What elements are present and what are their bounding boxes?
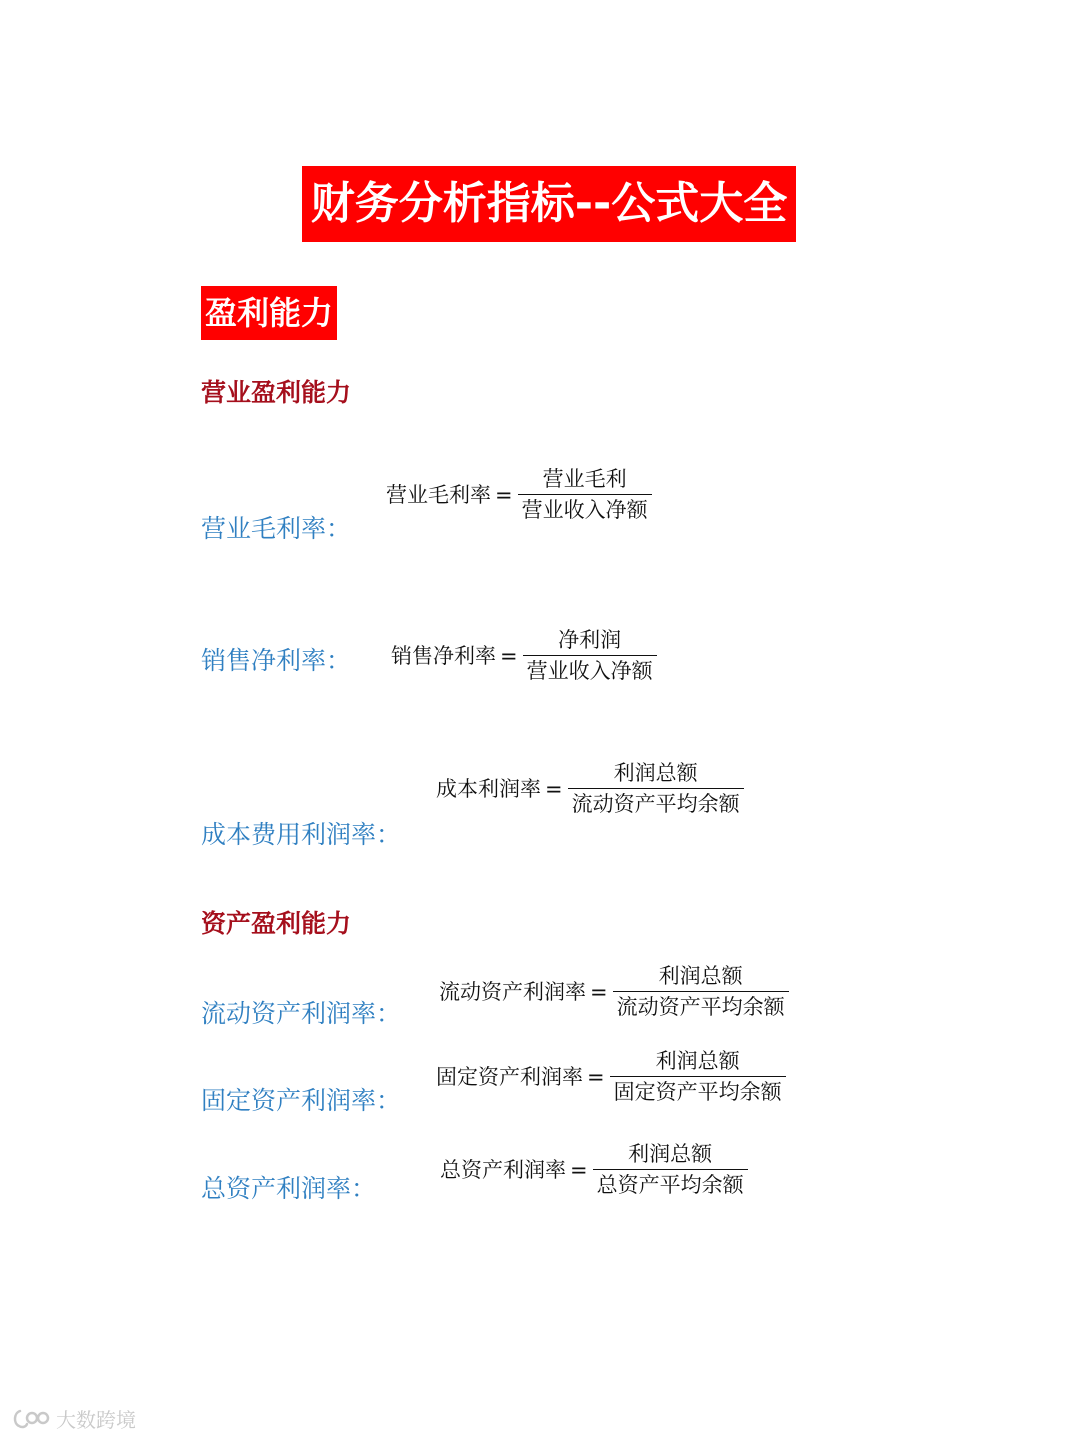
formula-lhs: 总资产利润率 bbox=[440, 1157, 566, 1182]
metric-label-fixed-asset-profit-rate: 固定资产利润率： bbox=[201, 1086, 402, 1115]
fraction bbox=[613, 964, 789, 1019]
metric-label-total-asset-profit-rate: 总资产利润率： bbox=[201, 1174, 377, 1203]
fraction-denominator: 流动资产平均余额 bbox=[568, 788, 744, 816]
fraction-denominator: 营业收入净额 bbox=[518, 494, 652, 522]
section-heading-profitability: 盈利能力 bbox=[201, 286, 337, 340]
metric-label-current-asset-profit-rate: 流动资产利润率： bbox=[201, 999, 402, 1028]
formula-lhs: 成本利润率 bbox=[436, 776, 541, 801]
fraction-denominator: 营业收入净额 bbox=[523, 655, 657, 683]
formula-net-profit-margin bbox=[391, 628, 657, 683]
formula-fixed-asset-profit-rate bbox=[436, 1049, 786, 1104]
fraction-denominator: 固定资产平均余额 bbox=[610, 1076, 786, 1104]
formula-lhs: 销售净利率 bbox=[391, 643, 496, 668]
fraction bbox=[610, 1049, 786, 1104]
formula-current-asset-profit-rate bbox=[439, 964, 789, 1019]
fraction-numerator: 净利润 bbox=[558, 628, 622, 652]
fraction-numerator: 营业毛利 bbox=[542, 467, 627, 491]
page-title: 财务分析指标--公式大全 bbox=[302, 166, 796, 242]
fraction-numerator: 利润总额 bbox=[628, 1142, 713, 1166]
formula-cost-profit-rate bbox=[436, 761, 744, 816]
watermark bbox=[10, 1404, 136, 1433]
fraction-numerator: 利润总额 bbox=[658, 964, 743, 988]
fraction bbox=[593, 1142, 748, 1197]
watermark-text: 大数跨境 bbox=[56, 1408, 136, 1432]
metric-label-net-profit-margin: 销售净利率： bbox=[201, 646, 352, 675]
fraction-numerator: 利润总额 bbox=[613, 761, 698, 785]
fraction-denominator: 流动资产平均余额 bbox=[613, 991, 789, 1019]
equals-sign: = bbox=[590, 979, 608, 1004]
equals-sign: = bbox=[495, 482, 513, 507]
equals-sign: = bbox=[545, 776, 563, 801]
fraction-numerator: 利润总额 bbox=[655, 1049, 740, 1073]
fraction-denominator: 总资产平均余额 bbox=[593, 1169, 748, 1197]
equals-sign: = bbox=[570, 1157, 588, 1182]
formula-lhs: 流动资产利润率 bbox=[439, 979, 586, 1004]
formula-gross-margin bbox=[386, 467, 652, 522]
watermark-logo-icon bbox=[10, 1407, 50, 1431]
metric-label-cost-profit-rate: 成本费用利润率： bbox=[201, 820, 402, 849]
formula-lhs: 营业毛利率 bbox=[386, 482, 491, 507]
fraction bbox=[518, 467, 652, 522]
equals-sign: = bbox=[500, 643, 518, 668]
formula-lhs: 固定资产利润率 bbox=[436, 1064, 583, 1089]
metric-label-gross-margin: 营业毛利率： bbox=[201, 514, 352, 543]
fraction bbox=[568, 761, 744, 816]
fraction bbox=[523, 628, 657, 683]
formula-total-asset-profit-rate bbox=[440, 1142, 748, 1197]
subheading-asset-profitability: 资产盈利能力 bbox=[201, 909, 352, 938]
equals-sign: = bbox=[587, 1064, 605, 1089]
subheading-operating-profitability: 营业盈利能力 bbox=[201, 378, 352, 407]
